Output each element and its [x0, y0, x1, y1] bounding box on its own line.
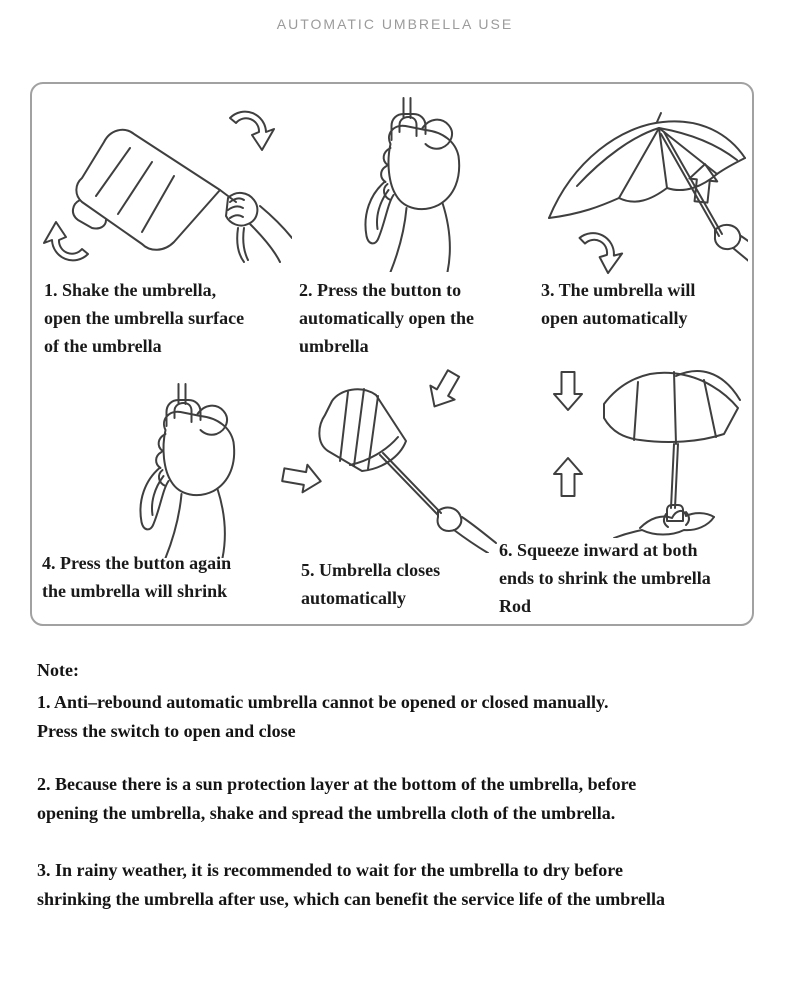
step-3-caption	[541, 276, 695, 332]
note-3	[37, 856, 665, 914]
folded-canopy	[73, 130, 220, 250]
shaft-and-hand	[380, 453, 496, 553]
note-line: 2. Because there is a sun protection layer at the bottom of the umbrella, before	[37, 774, 637, 794]
caption-line: 5. Umbrella closes	[301, 560, 441, 580]
curved-arrow-icon	[230, 112, 274, 150]
caption-line: of the umbrella	[44, 336, 162, 356]
up-arrow-icon	[554, 458, 582, 496]
inward-arrow-icon	[281, 461, 323, 495]
hand-holding-handle	[220, 190, 292, 262]
note-line: opening the umbrella, shake and spread the umbrella cloth of the umbrella.	[37, 803, 616, 823]
step-5-illustration closing-umbrella-icon	[280, 365, 508, 553]
step-5-caption	[301, 556, 440, 612]
note-line: 3. In rainy weather, it is recommended to wait for the umbrella to dry before	[37, 860, 623, 880]
caption-line: automatically	[301, 588, 406, 608]
step-4-illustration press-button-hand-icon	[100, 378, 275, 558]
note-line: shrinking the umbrella after use, which can benefit the service life of the umbrella	[37, 889, 665, 909]
inward-arrow-icon	[422, 367, 465, 414]
caption-line: open the umbrella surface	[44, 308, 245, 328]
caption-line: Rod	[499, 596, 532, 616]
caption-line: umbrella	[299, 336, 369, 356]
caption-line: 1. Shake the umbrella,	[44, 280, 217, 300]
half-closed-canopy	[604, 371, 740, 444]
fist-pressing-button	[140, 384, 234, 558]
step-3-illustration open-umbrella-icon	[533, 88, 748, 276]
notes-heading: Note:	[37, 660, 79, 680]
caption-line: open automatically	[541, 308, 688, 328]
curved-arrow-icon	[44, 222, 88, 260]
step-4-caption	[42, 549, 231, 605]
step-2-illustration press-button-hand-icon	[325, 92, 500, 272]
note-1	[37, 688, 609, 746]
curved-arrow-icon	[576, 232, 624, 275]
note-2	[37, 770, 636, 828]
caption-line: ends to shrink the umbrella	[499, 568, 711, 588]
fist-pressing-button	[365, 98, 459, 272]
caption-line: automatically open the	[299, 308, 474, 328]
step-2-caption	[299, 276, 474, 360]
caption-line: 4. Press the button again	[42, 553, 232, 573]
step-6-illustration squeeze-rod-icon	[528, 360, 753, 538]
step-1-illustration shake-closed-umbrella-icon	[40, 92, 292, 274]
folding-canopy	[319, 389, 406, 471]
caption-line: the umbrella will shrink	[42, 581, 228, 601]
open-canopy	[549, 113, 745, 218]
note-line: Press the switch to open and close	[37, 721, 296, 741]
rod-and-open-palm	[614, 444, 714, 538]
page-title: AUTOMATIC UMBRELLA USE	[276, 16, 514, 32]
note-line: 1. Anti–rebound automatic umbrella cannot be opened or closed manually.	[37, 692, 609, 712]
step-6-caption	[499, 536, 711, 620]
caption-line: 3. The umbrella will	[541, 280, 696, 300]
step-1-caption	[44, 276, 244, 360]
down-arrow-icon	[554, 372, 582, 410]
caption-line: 6. Squeeze inward at both	[499, 540, 698, 560]
caption-line: 2. Press the button to	[299, 280, 462, 300]
